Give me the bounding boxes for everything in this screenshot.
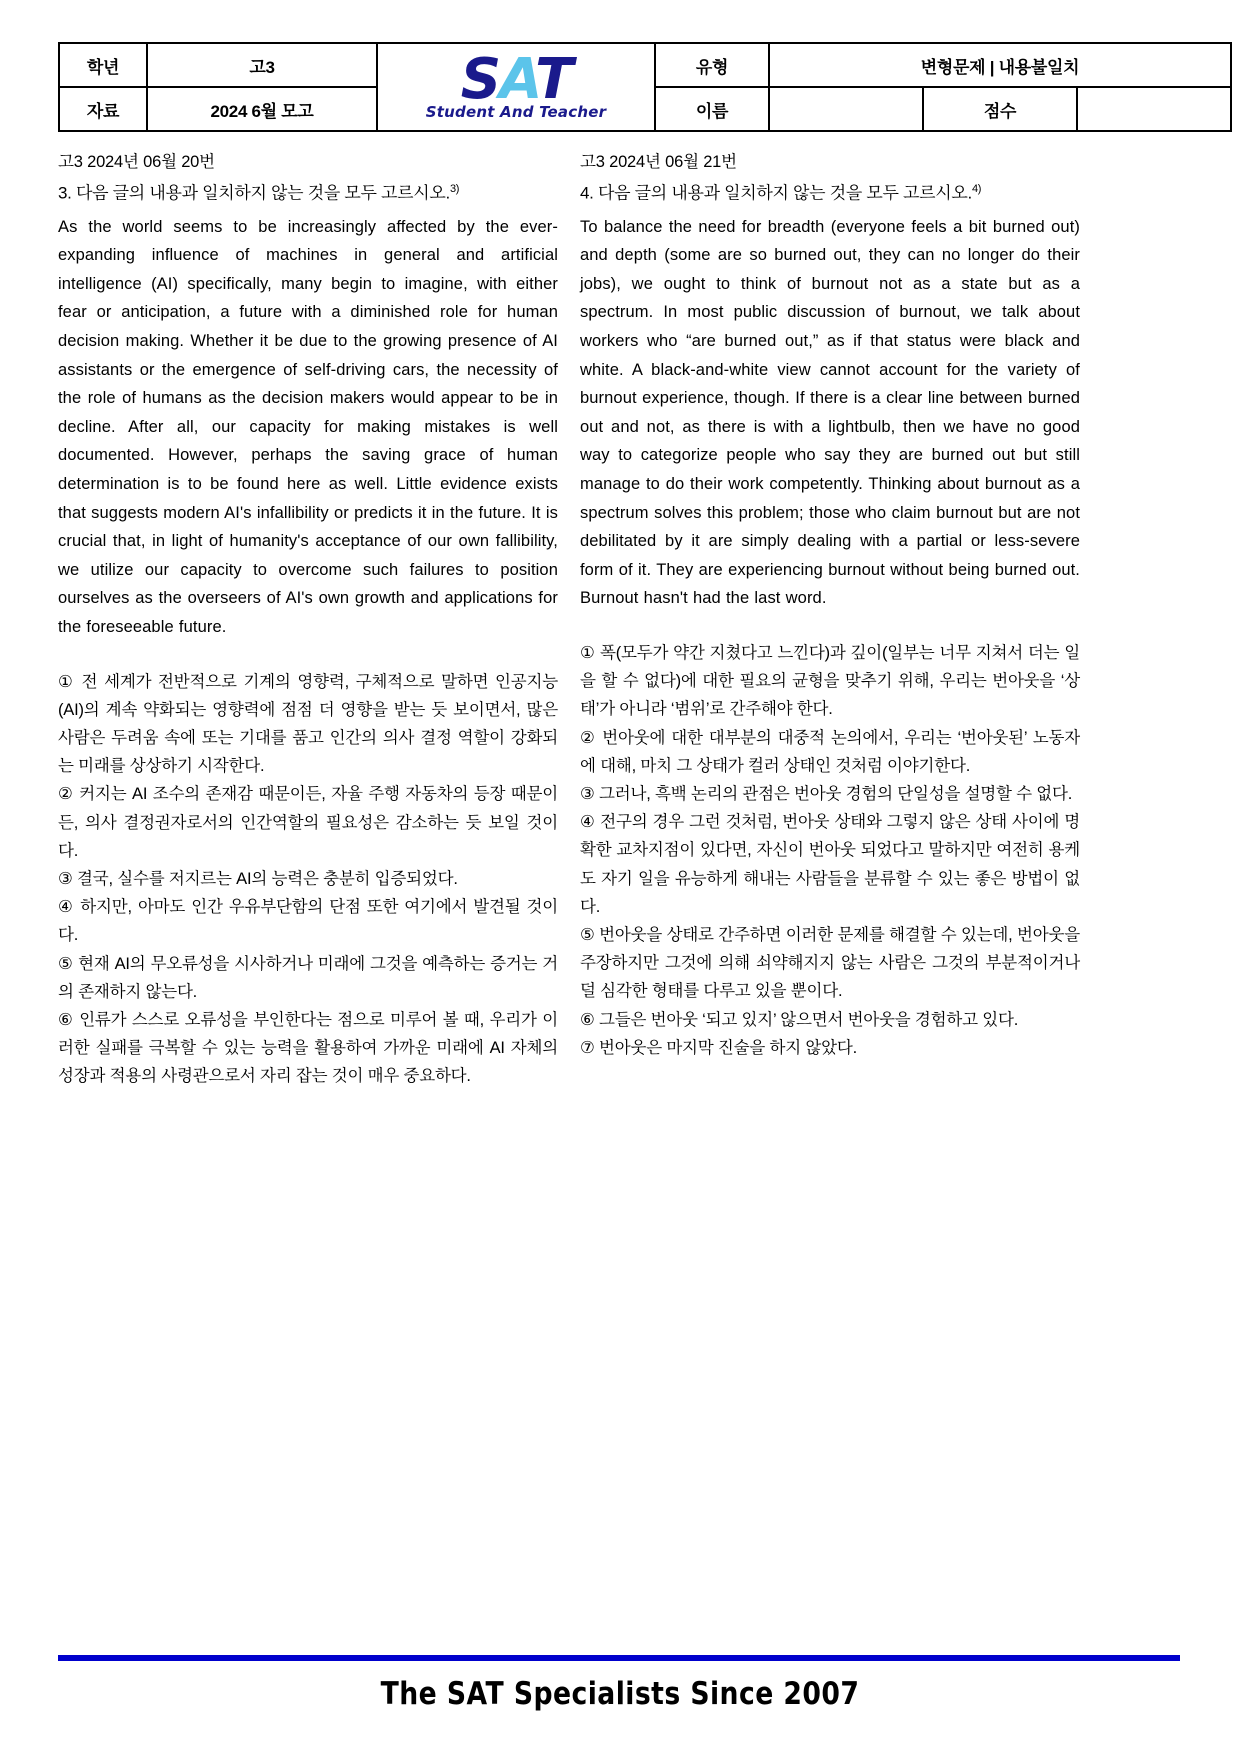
source-reference: 고3 2024년 06월 20번 bbox=[58, 153, 215, 171]
list-item: ② 번아웃에 대한 대부분의 대중적 논의에서, 우리는 ‘번아웃된’ 노동자에 대해, 마치 그 상태가 컬러 상태인 것처럼 이야기한다. bbox=[580, 728, 1080, 775]
question-column-left bbox=[58, 150, 558, 1091]
type-value: 변형문제 | 내용불일치 bbox=[769, 43, 1231, 87]
list-item: ③ 결국, 실수를 저지르는 AI의 능력은 충분히 입증되었다. bbox=[58, 869, 458, 888]
score-input-cell[interactable] bbox=[1077, 87, 1231, 131]
list-item: ⑥ 그들은 번아웃 ‘되고 있지’ 않으면서 번아웃을 경험하고 있다. bbox=[580, 1010, 1019, 1029]
question-prompt bbox=[580, 176, 1080, 207]
list-item: ④ 전구의 경우 그런 것처럼, 번아웃 상태와 그렇지 않은 상태 사이에 명확한 교차지점이 있다면, 자신이 번아웃 되었다고 말하지만 여전히 용케도 자기 일을 유능하게 해내는 사람들을 분류할 수 있는 좋은 방법이 없다. bbox=[580, 813, 1080, 916]
source-label: 자료 bbox=[59, 87, 147, 131]
list-item: ⑤ 번아웃을 상태로 간주하면 이러한 문제를 해결할 수 있는데, 번아웃을 주장하지만 그것에 의해 쇠약해지지 않는 사람은 그것의 부분적이거나 덜 심각한 형태를 다루고 있을 뿐이다. bbox=[580, 926, 1080, 1001]
list-item: ⑥ 인류가 스스로 오류성을 부인한다는 점으로 미루어 볼 때, 우리가 이러한 실패를 극복할 수 있는 능력을 활용하여 가까운 미래에 AI 자체의 성장과 적용의 사령관으로서 자리 잡는 것이 매우 중요하다. bbox=[58, 1011, 558, 1086]
source-reference: 고3 2024년 06월 21번 bbox=[580, 153, 737, 171]
question-prompt-text: 4. 다음 글의 내용과 일치하지 않는 것을 모두 고르시오. bbox=[580, 183, 972, 203]
list-item: ⑦ 번아웃은 마지막 진술을 하지 않았다. bbox=[580, 1038, 857, 1057]
question-columns bbox=[58, 150, 1182, 1091]
logo-letter-s: S bbox=[460, 47, 500, 112]
name-input-cell[interactable] bbox=[769, 87, 923, 131]
list-item: ② 커지는 AI 조수의 존재감 때문이든, 자율 주행 자동차의 등장 때문이든, 의사 결정권자로서의 인간역할의 필요성은 감소하는 듯 보일 것이다. bbox=[58, 785, 558, 860]
sat-logo-letters bbox=[460, 47, 572, 112]
logo-letter-a: A bbox=[499, 47, 536, 112]
source-value: 2024 6월 모고 bbox=[147, 87, 377, 131]
english-passage: As the world seems to be increasingly affected by the ever-expanding influence of machines in general and artificial intelligence (AI) specifically, many begin to imagine, with either fear or anticipation, a future with a diminished role for human decision making. Whether it be due to the growing presence of AI assistants or the emergence of self-driving cars, the necessity of the role of humans as the decision makers would appear to be in decline. After all, our capacity for making mistakes is well documented. However, perhaps the saving grace of human determination is to be found here as well. Little evidence exists that suggests modern AI's infallibility or predicts it in the future. It is crucial that, in light of humanity's acceptance of our own fallibility, we utilize our capacity to overcome such failures to position ourselves as the overseers of AI's own growth and applications for the foreseeable future. bbox=[58, 217, 558, 636]
english-passage: To balance the need for breadth (everyone feels a bit burned out) and depth (some are so burned out, they can no longer do their jobs), we ought to think of burnout not as a state but as a spectrum. In most public discussion of burnout, we talk about workers who “are burned out,” as if that status were black and white. A black-and-white view cannot account for the variety of burnout experience, though. If there is a clear line between burned out and not, as there is with a lightbulb, then we have no good way to categorize people who say they are burned out but still manage to do their work competently. Thinking about burnout as a spectrum solves this problem; those who claim burnout but are not debilitated by it are simply dealing with a partial or less-severe form of it. They are experiencing burnout without being burned out. Burnout hasn't had the last word. bbox=[580, 217, 1080, 608]
list-item: ⑤ 현재 AI의 무오류성을 시사하거나 미래에 그것을 예측하는 증거는 거의 존재하지 않는다. bbox=[58, 954, 558, 1001]
choice-list bbox=[580, 639, 1080, 1062]
question-prompt bbox=[58, 176, 558, 207]
header-info-table bbox=[58, 42, 1180, 132]
footer-tagline: The SAT Specialists Since 2007 bbox=[380, 1676, 860, 1712]
score-label: 점수 bbox=[923, 87, 1077, 131]
logo-subtitle: Student And Teacher bbox=[425, 103, 607, 121]
type-label: 유형 bbox=[655, 43, 769, 87]
list-item: ① 폭(모두가 약간 지쳤다고 느낀다)과 깊이(일부는 너무 지쳐서 더는 일을 할 수 없다)에 대한 필요의 균형을 맞추기 위해, 우리는 번아웃을 ‘상태’가 아니라 ‘범위’로 간주해야 한다. bbox=[580, 643, 1080, 719]
grade-label: 학년 bbox=[59, 43, 147, 87]
list-item: ③ 그러나, 흑백 논리의 관점은 번아웃 경험의 단일성을 설명할 수 없다. bbox=[580, 784, 1073, 803]
list-item: ① 전 세계가 전반적으로 기계의 영향력, 구체적으로 말하면 인공지능(AI)의 계속 약화되는 영향력에 점점 더 영향을 받는 듯 보이면서, 많은 사람은 두려움 속에 또는 기대를 품고 인간의 의사 결정 역할이 강화되는 미래를 상상하기 시작한다. bbox=[58, 672, 558, 776]
choice-list bbox=[58, 668, 558, 1091]
footnote-marker: 4) bbox=[971, 183, 982, 195]
grade-value: 고3 bbox=[147, 43, 377, 87]
question-column-right bbox=[580, 150, 1080, 1091]
logo-letter-t: T bbox=[535, 47, 572, 112]
list-item: ④ 하지만, 아마도 인간 우유부단함의 단점 또한 여기에서 발견될 것이다. bbox=[58, 898, 558, 945]
question-prompt-text: 3. 다음 글의 내용과 일치하지 않는 것을 모두 고르시오. bbox=[58, 183, 450, 203]
name-label: 이름 bbox=[655, 87, 769, 131]
sat-logo bbox=[377, 43, 655, 131]
footnote-marker: 3) bbox=[449, 183, 460, 195]
footer-divider bbox=[58, 1655, 1180, 1661]
